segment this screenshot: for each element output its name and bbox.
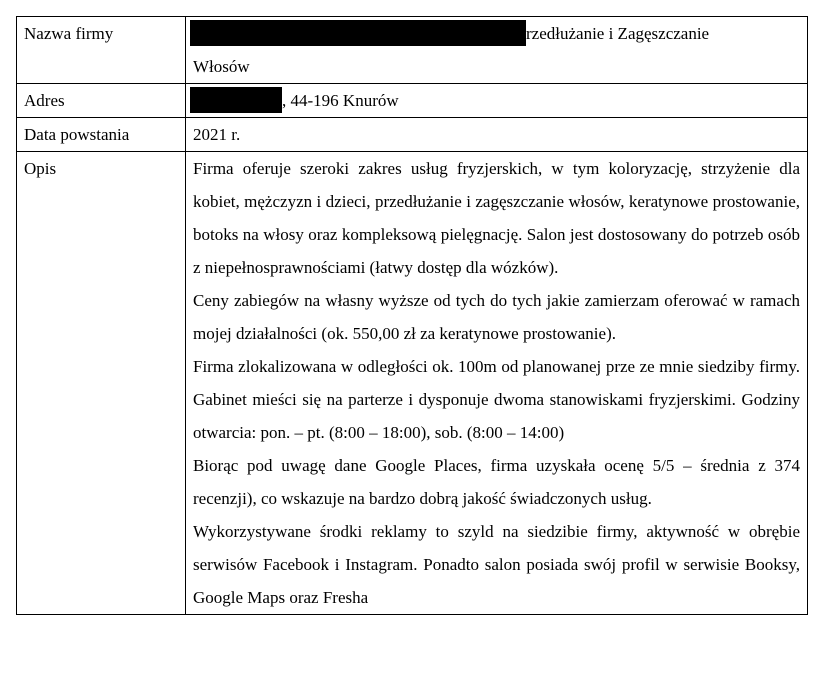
redaction-bar <box>190 87 282 113</box>
founded-label: Data powstania <box>17 118 186 152</box>
description-paragraph: Firma zlokalizowana w odległości ok. 100m od planowanej prze ze mnie siedziby firmy. Gabinet mieści się na parterze i dysponuje dwoma stanowiskami fryzjerskimi. Godziny otwarcia: pon. – pt. (8:00 – 18:00), sob. (8:00 – 14:00) <box>193 357 800 442</box>
address-visible-text: , 44-196 Knurów <box>282 91 399 110</box>
description-paragraph: Ceny zabiegów na własny wyższe od tych do tych jakie zamierzam oferować w ramach mojej działalności (ok. 550,00 zł za keratynowe prostowanie). <box>193 291 800 343</box>
description-paragraph: Firma oferuje szeroki zakres usług fryzjerskich, w tym koloryzację, strzyżenie dla kobiet, mężczyzn i dzieci, przedłużanie i zagęszczanie włosów, keratynowe prostowanie, botoks na włosy oraz kompleksową pielęgnację. Salon jest dostosowany do potrzeb osób z niepełnosprawnościami (łatwy dostęp dla wózków). <box>193 159 800 277</box>
company-name-label: Nazwa firmy <box>17 17 186 84</box>
company-name-visible-text: rzedłużanie i Zagęszczanie <box>526 24 710 43</box>
table-row-description <box>17 152 808 615</box>
description-label: Opis <box>17 152 186 615</box>
company-name-line2: Włosów <box>193 57 250 76</box>
table-row-address <box>17 84 808 118</box>
company-info-table <box>16 16 808 615</box>
table-row-company-name <box>17 17 808 84</box>
company-name-value <box>186 17 808 84</box>
description-paragraph: Wykorzystywane środki reklamy to szyld na siedzibie firmy, aktywność w obrębie serwisów Facebook i Instagram. Ponadto salon posiada swój profil w serwisie Booksy, Google Maps oraz Fresha <box>193 522 800 607</box>
table-row-founded <box>17 118 808 152</box>
redaction-bar <box>190 20 526 46</box>
address-label: Adres <box>17 84 186 118</box>
address-value <box>186 84 808 118</box>
description-paragraph: Biorąc pod uwagę dane Google Places, firma uzyskała ocenę 5/5 – średnia z 374 recenzji), co wskazuje na bardzo dobrą jakość świadczonych usług. <box>193 456 800 508</box>
founded-value: 2021 r. <box>186 118 808 152</box>
description-value <box>186 152 808 615</box>
